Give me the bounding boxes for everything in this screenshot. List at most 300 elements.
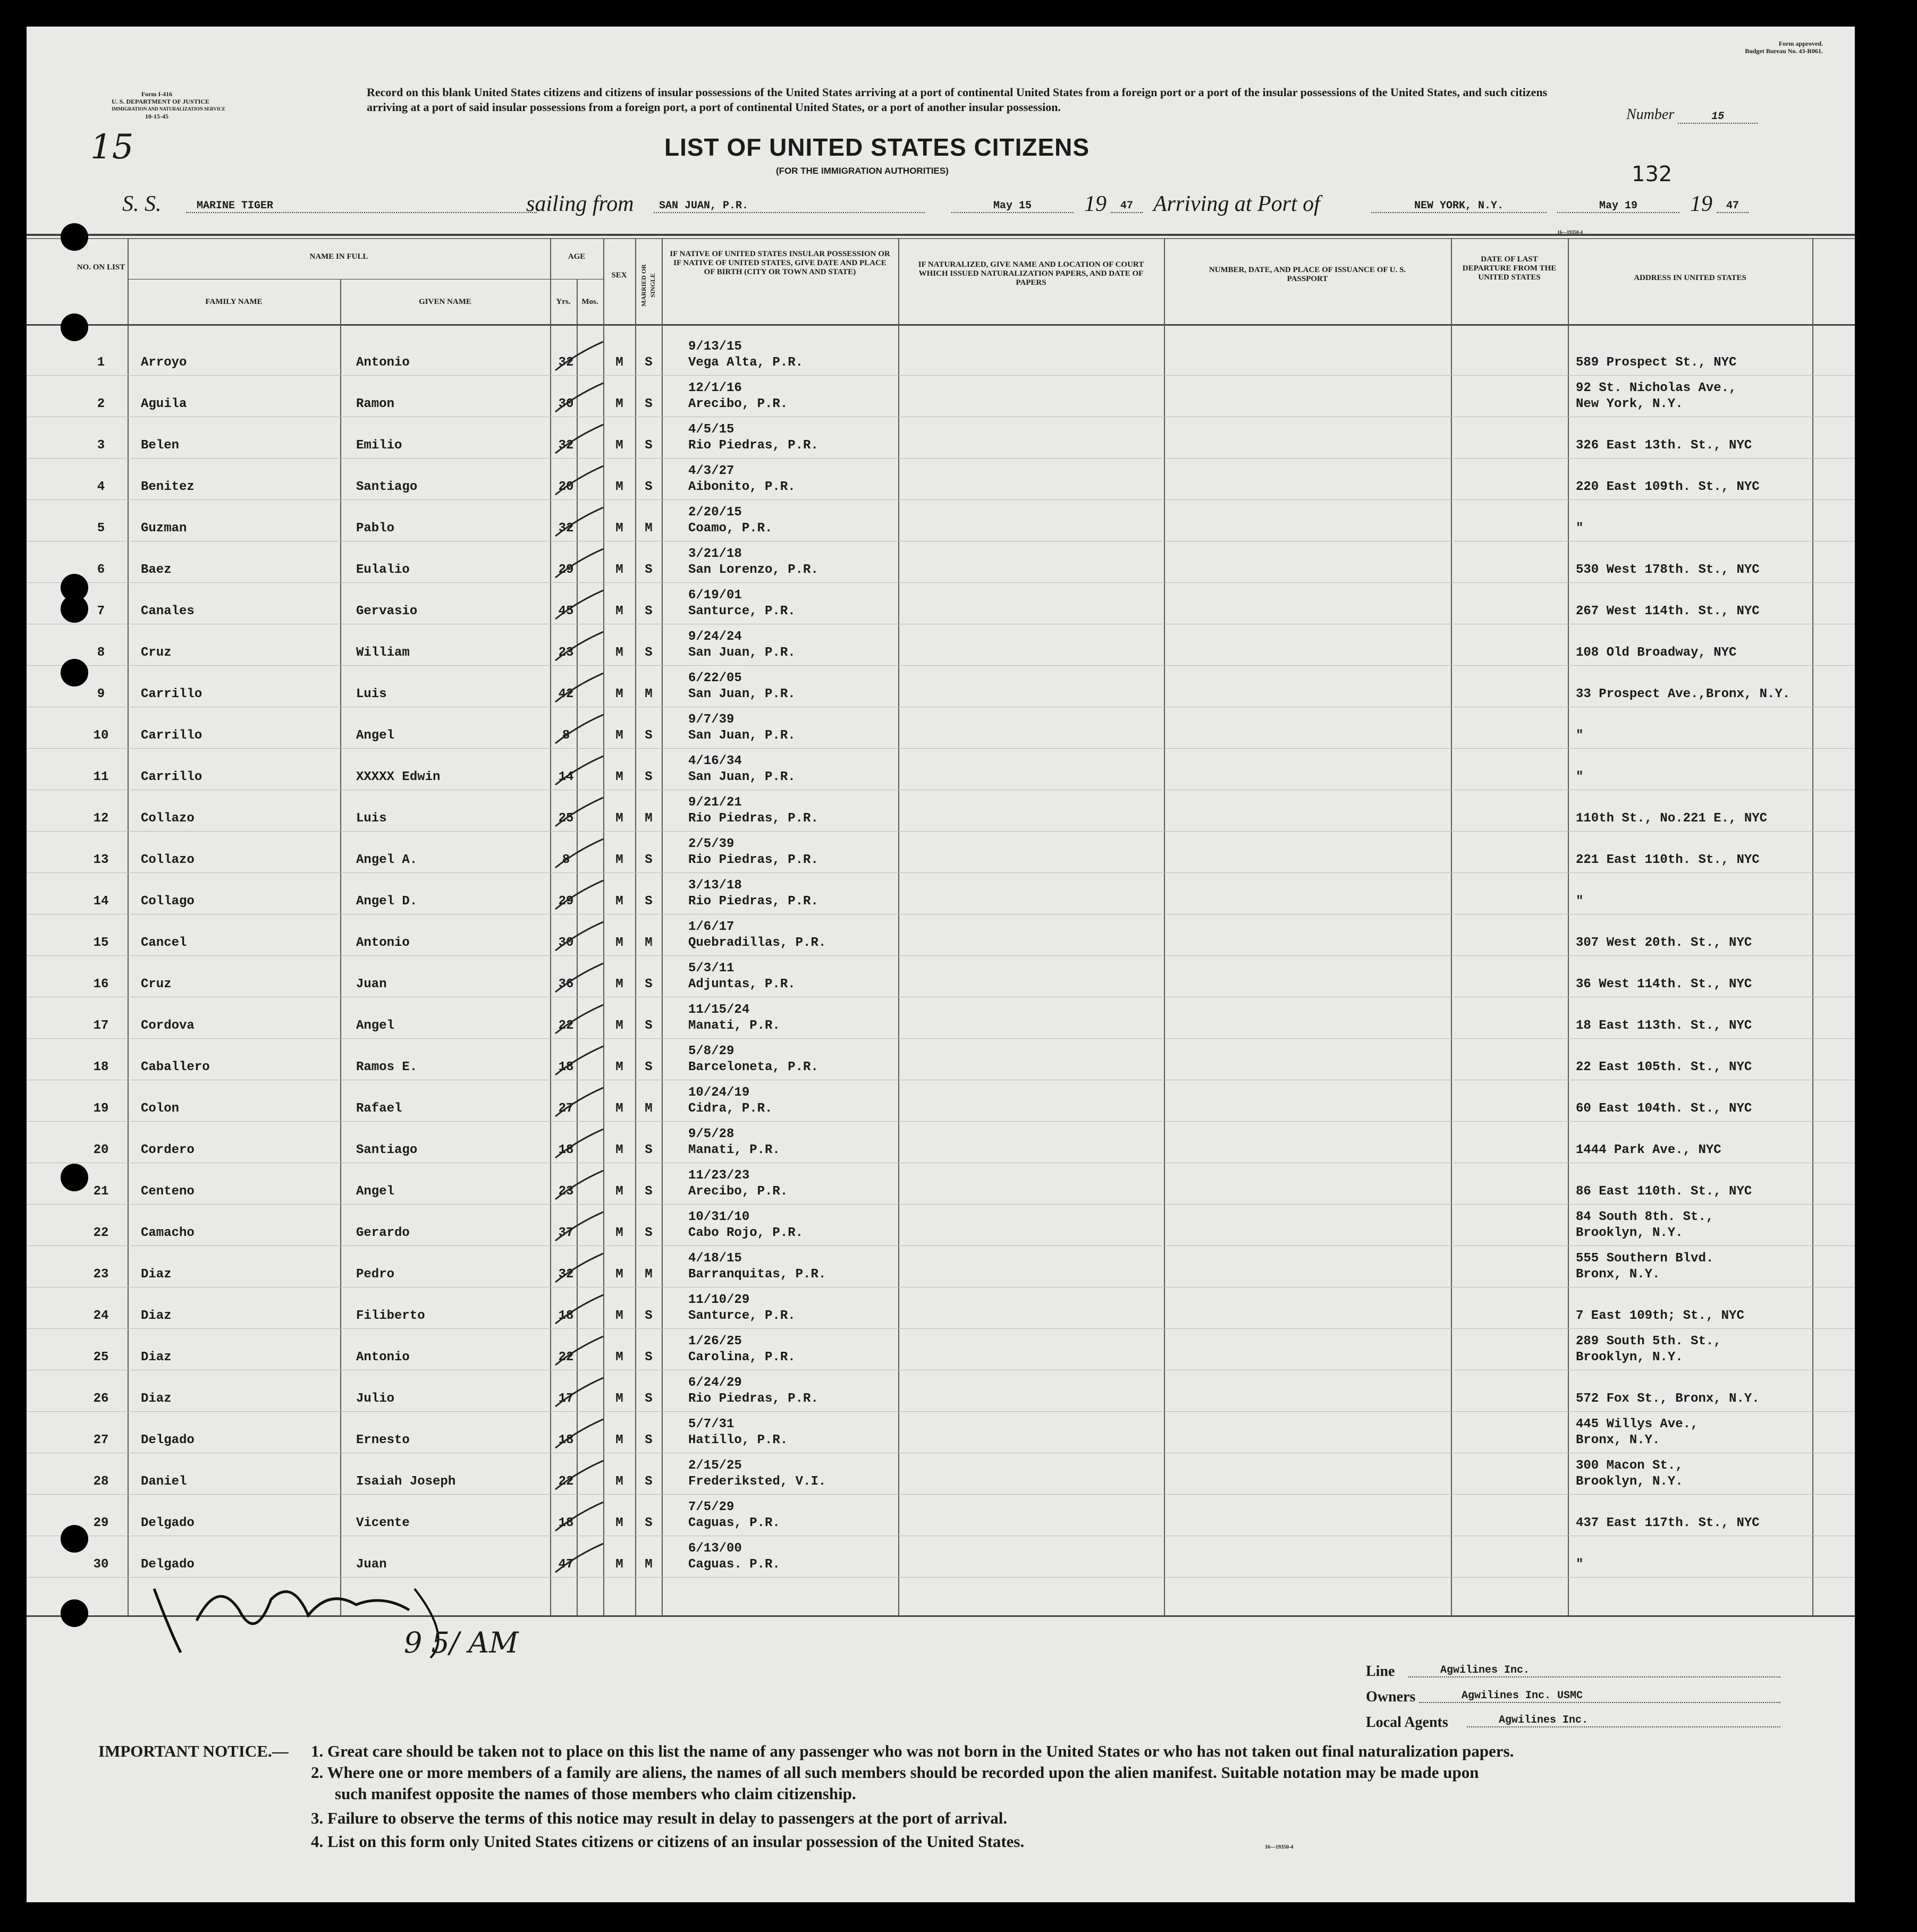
punch-hole xyxy=(61,313,88,341)
birth-date: 5/7/31 xyxy=(688,1417,734,1431)
marital-status: M xyxy=(645,521,653,536)
birth-date: 7/5/29 xyxy=(688,1500,734,1514)
address-line-2: 7 East 109th; St., NYC xyxy=(1576,1309,1744,1323)
age-years: 23 xyxy=(558,1184,574,1199)
birth-place: Quebradillas, P.R. xyxy=(688,936,826,950)
check-mark xyxy=(545,1083,609,1121)
age-years: 22 xyxy=(558,1019,574,1033)
sex: M xyxy=(615,438,623,453)
marital-status: S xyxy=(645,1309,653,1323)
check-mark xyxy=(545,1249,609,1286)
marital-status: S xyxy=(645,1392,653,1406)
birth-date: 11/15/24 xyxy=(688,1003,750,1017)
marital-status: S xyxy=(645,770,653,784)
arrival-year-prefix: 19 xyxy=(1690,192,1712,216)
family-name: Daniel xyxy=(141,1475,187,1489)
table-row xyxy=(27,915,1855,956)
marital-status: S xyxy=(645,977,653,992)
table-row xyxy=(27,749,1855,791)
birth-place: Manati, P.R. xyxy=(688,1019,780,1033)
check-mark xyxy=(545,793,609,831)
hdr-last-departure: DATE OF LAST DEPARTURE FROM THE UNITED STATES xyxy=(1462,255,1557,282)
punch-hole xyxy=(61,223,88,251)
birth-place: San Juan, P.R. xyxy=(688,646,796,660)
family-name: Cruz xyxy=(141,646,172,660)
marital-status: S xyxy=(645,1350,653,1365)
marital-status: S xyxy=(645,646,653,660)
row-rule xyxy=(27,1411,1855,1412)
address-line-2: " xyxy=(1576,521,1584,536)
row-number: 5 xyxy=(97,521,105,536)
family-name: Baez xyxy=(141,563,172,577)
marital-status: S xyxy=(645,1143,653,1157)
row-rule xyxy=(27,1038,1855,1039)
hdr-no-on-list: NO. ON LIST xyxy=(77,263,125,272)
row-number: 17 xyxy=(93,1019,109,1033)
marital-status: S xyxy=(645,853,653,867)
given-name: William xyxy=(356,646,410,660)
marital-status: S xyxy=(645,1184,653,1199)
sex: M xyxy=(615,1309,623,1323)
address-line-2: 1444 Park Ave., NYC xyxy=(1576,1143,1721,1157)
address-line-2: 60 East 104th. St., NYC xyxy=(1576,1101,1752,1116)
hdr-address: ADDRESS IN UNITED STATES xyxy=(1634,274,1746,282)
departure-date: May 15 xyxy=(951,200,1074,213)
row-number: 7 xyxy=(97,604,105,618)
table-row xyxy=(27,418,1855,459)
birth-date: 1/26/25 xyxy=(688,1334,742,1349)
budget-number: Budget Bureau No. 43-R061. xyxy=(1745,47,1823,55)
row-number: 15 xyxy=(93,936,109,950)
birth-place: Vega Alta, P.R. xyxy=(688,355,804,370)
marital-status: S xyxy=(645,480,653,494)
birth-date: 3/13/18 xyxy=(688,878,742,893)
address-line-2: 108 Old Broadway, NYC xyxy=(1576,646,1737,660)
manifest-sheet xyxy=(27,27,1855,1902)
check-mark xyxy=(545,545,609,582)
sex: M xyxy=(615,1101,623,1116)
number-label: Number xyxy=(1626,106,1675,123)
address-line-2: 33 Prospect Ave.,Bronx, N.Y. xyxy=(1576,687,1791,701)
row-number: 1 xyxy=(97,355,105,370)
address-line-2: New York, N.Y. xyxy=(1576,397,1683,411)
birth-date: 11/10/29 xyxy=(688,1293,750,1307)
row-number: 27 xyxy=(93,1433,109,1447)
family-name: Carrillo xyxy=(141,728,202,743)
row-number: 18 xyxy=(93,1060,109,1074)
table-row xyxy=(27,832,1855,874)
row-number: 10 xyxy=(93,728,109,743)
given-name: Angel A. xyxy=(356,853,418,867)
marital-status: M xyxy=(645,1101,653,1116)
birth-place: Adjuntas, P.R. xyxy=(688,977,796,992)
form-id: Form I-416 xyxy=(141,90,173,98)
sex: M xyxy=(615,355,623,370)
birth-date: 1/6/17 xyxy=(688,920,734,934)
check-mark xyxy=(545,1208,609,1245)
line-label: Line xyxy=(1366,1663,1395,1680)
marital-status: M xyxy=(645,687,653,701)
birth-date: 10/24/19 xyxy=(688,1086,750,1100)
age-years: 32 xyxy=(558,1267,574,1282)
age-years: 29 xyxy=(558,563,574,577)
marital-status: S xyxy=(645,438,653,453)
check-mark xyxy=(545,462,609,499)
given-name: Antonio xyxy=(356,936,410,950)
notice-3: 3. Failure to observe the terms of this notice may result in delay to passengers at the port of arrival. xyxy=(311,1809,1008,1827)
sex: M xyxy=(615,1019,623,1033)
table-row xyxy=(27,459,1855,501)
birth-place: San Lorenzo, P.R. xyxy=(688,563,818,577)
notice-label: IMPORTANT NOTICE.— xyxy=(98,1742,289,1760)
birth-date: 4/18/15 xyxy=(688,1251,742,1266)
check-mark xyxy=(545,420,609,457)
agents-label: Local Agents xyxy=(1366,1714,1448,1731)
birth-date: 12/1/16 xyxy=(688,381,742,395)
birth-date: 10/31/10 xyxy=(688,1210,750,1224)
address-line-2: 22 East 105th. St., NYC xyxy=(1576,1060,1752,1074)
marital-status: S xyxy=(645,563,653,577)
hdr-passport: NUMBER, DATE, AND PLACE OF ISSUANCE OF U. S. PASSPORT xyxy=(1209,266,1406,283)
form-edition: 10-15-45 xyxy=(145,113,168,120)
family-name: Canales xyxy=(141,604,195,618)
hdr-age: AGE xyxy=(568,252,586,261)
notice-2b: such manifest opposite the names of those members who claim citizenship. xyxy=(335,1784,856,1803)
birth-date: 6/19/01 xyxy=(688,588,742,603)
table-row xyxy=(27,1164,1855,1205)
age-years: 36 xyxy=(558,977,574,992)
owners-value: Agwilines Inc. USMC xyxy=(1419,1690,1780,1703)
check-mark xyxy=(545,628,609,665)
age-years: 42 xyxy=(558,687,574,701)
given-name: Luis xyxy=(356,811,387,826)
address-line-1: 300 Macon St., xyxy=(1576,1459,1683,1473)
hdr-married-single: MARRIED OR SINGLE xyxy=(640,264,656,307)
given-name: Julio xyxy=(356,1392,395,1406)
punch-hole xyxy=(61,1164,88,1191)
age-years: 29 xyxy=(558,894,574,909)
marital-status: M xyxy=(645,811,653,826)
birth-place: Rio Piedras, P.R. xyxy=(688,811,818,826)
row-rule xyxy=(27,458,1855,459)
birth-place: Rio Piedras, P.R. xyxy=(688,438,818,453)
check-mark xyxy=(545,1332,609,1369)
birth-date: 6/22/05 xyxy=(688,671,742,685)
table-row xyxy=(27,791,1855,832)
table-row xyxy=(27,625,1855,666)
birth-place: Manati, P.R. xyxy=(688,1143,780,1157)
sex: M xyxy=(615,563,623,577)
address-line-2: 86 East 110th. St., NYC xyxy=(1576,1184,1752,1199)
check-mark xyxy=(545,1001,609,1038)
marital-status: S xyxy=(645,397,653,411)
page-title: LIST OF UNITED STATES CITIZENS xyxy=(664,133,1090,161)
sex: M xyxy=(615,1267,623,1282)
row-number: 9 xyxy=(97,687,105,701)
row-number: 11 xyxy=(93,770,109,784)
family-name: Centeno xyxy=(141,1184,195,1199)
age-years: 23 xyxy=(558,646,574,660)
age-years: 22 xyxy=(558,1350,574,1365)
birth-date: 4/16/34 xyxy=(688,754,742,768)
row-number: 6 xyxy=(97,563,105,577)
printer-code: 16—19350-4 xyxy=(1557,230,1583,235)
row-number: 3 xyxy=(97,438,105,453)
given-name: Luis xyxy=(356,687,387,701)
row-number: 2 xyxy=(97,397,105,411)
sex: M xyxy=(615,936,623,950)
address-line-2: 220 East 109th. St., NYC xyxy=(1576,480,1760,494)
sex: M xyxy=(615,397,623,411)
table-row xyxy=(27,1412,1855,1454)
row-number: 21 xyxy=(93,1184,109,1199)
age-years: 8 xyxy=(562,728,570,743)
handwritten-number: 15 xyxy=(90,128,134,167)
number-value: 15 xyxy=(1678,111,1758,124)
row-number: 12 xyxy=(93,811,109,826)
hdr-name-in-full: NAME IN FULL xyxy=(309,252,368,261)
marital-status: S xyxy=(645,1516,653,1530)
sex: M xyxy=(615,1226,623,1240)
birth-date: 5/8/29 xyxy=(688,1044,734,1058)
birth-place: Rio Piedras, P.R. xyxy=(688,853,818,867)
birth-place: Rio Piedras, P.R. xyxy=(688,1392,818,1406)
birth-date: 2/15/25 xyxy=(688,1459,742,1473)
given-name: Rafael xyxy=(356,1101,402,1116)
age-years: 22 xyxy=(558,1475,574,1489)
table-row xyxy=(27,1454,1855,1495)
family-name: Delgado xyxy=(141,1516,195,1530)
birth-date: 4/3/27 xyxy=(688,464,734,478)
family-name: Camacho xyxy=(141,1226,195,1240)
check-mark xyxy=(545,1498,609,1535)
birth-place: Santurce, P.R. xyxy=(688,604,796,618)
row-number: 22 xyxy=(93,1226,109,1240)
birth-place: Arecibo, P.R. xyxy=(688,1184,788,1199)
sex: M xyxy=(615,811,623,826)
departure-port: SAN JUAN, P.R. xyxy=(654,200,925,213)
given-name: Ramos E. xyxy=(356,1060,418,1074)
age-years: 17 xyxy=(558,1392,574,1406)
row-rule xyxy=(27,955,1855,956)
table-row xyxy=(27,1122,1855,1164)
check-mark xyxy=(545,835,609,872)
address-line-2: Bronx, N.Y. xyxy=(1576,1433,1660,1447)
sex: M xyxy=(615,521,623,536)
address-line-2: 267 West 114th. St., NYC xyxy=(1576,604,1760,618)
age-years: 8 xyxy=(562,853,570,867)
table-row xyxy=(27,1495,1855,1537)
age-years: 32 xyxy=(558,438,574,453)
given-name: Emilio xyxy=(356,438,402,453)
birth-place: Barceloneta, P.R. xyxy=(688,1060,818,1074)
given-name: Angel xyxy=(356,728,395,743)
hdr-family-name: FAMILY NAME xyxy=(205,298,263,306)
address-line-2: " xyxy=(1576,1557,1584,1572)
birth-date: 6/24/29 xyxy=(688,1376,742,1390)
owners-label: Owners xyxy=(1366,1689,1416,1705)
given-name: Santiago xyxy=(356,480,418,494)
sex: M xyxy=(615,1475,623,1489)
birth-place: Hatillo, P.R. xyxy=(688,1433,788,1447)
sex: M xyxy=(615,1433,623,1447)
row-rule xyxy=(27,1121,1855,1122)
given-name: Juan xyxy=(356,1557,387,1572)
address-line-2: " xyxy=(1576,770,1584,784)
table-row xyxy=(27,583,1855,625)
family-name: Collazo xyxy=(141,853,195,867)
birth-date: 9/7/39 xyxy=(688,713,734,727)
approval-block xyxy=(1669,40,1823,55)
row-number: 30 xyxy=(93,1557,109,1572)
address-line-2: 530 West 178th. St., NYC xyxy=(1576,563,1760,577)
address-line-2: Bronx, N.Y. xyxy=(1576,1267,1660,1282)
birth-date: 9/24/24 xyxy=(688,630,742,644)
footer-print-code: 16—19350-4 xyxy=(1265,1844,1294,1850)
sex: M xyxy=(615,687,623,701)
family-name: Cruz xyxy=(141,977,172,992)
signature-time: 9 5/ AM xyxy=(404,1626,519,1659)
given-name: Gervasio xyxy=(356,604,418,618)
hdr-naturalized: IF NATURALIZED, GIVE NAME AND LOCATION OF COURT WHICH ISSUED NATURALIZATION PAPERS, AND DATE OF PAPERS xyxy=(918,260,1144,287)
age-years: 30 xyxy=(558,397,574,411)
birth-date: 9/13/15 xyxy=(688,340,742,354)
address-line-2: 589 Prospect St., NYC xyxy=(1576,355,1737,370)
sex: M xyxy=(615,1392,623,1406)
given-name: Eulalio xyxy=(356,563,410,577)
birth-place: San Juan, P.R. xyxy=(688,687,796,701)
birth-place: Cidra, P.R. xyxy=(688,1101,773,1116)
given-name: Angel D. xyxy=(356,894,418,909)
table-top-rule xyxy=(27,234,1855,236)
address-line-2: " xyxy=(1576,728,1584,743)
age-years: 47 xyxy=(558,1557,574,1572)
age-years: 18 xyxy=(558,1309,574,1323)
punch-hole xyxy=(61,659,88,687)
row-number: 16 xyxy=(93,977,109,992)
check-mark xyxy=(545,1415,609,1452)
age-years: 18 xyxy=(558,1143,574,1157)
sex: M xyxy=(615,1516,623,1530)
age-years: 20 xyxy=(558,480,574,494)
punch-hole xyxy=(61,1525,88,1553)
family-name: Colon xyxy=(141,1101,180,1116)
sex: M xyxy=(615,1557,623,1572)
check-mark xyxy=(545,1166,609,1204)
notice-4: 4. List on this form only United States citizens or citizens of an insular possession of the United States. xyxy=(311,1832,1025,1851)
row-number: 24 xyxy=(93,1309,109,1323)
sex: M xyxy=(615,894,623,909)
check-mark xyxy=(545,1456,609,1494)
row-rule xyxy=(27,831,1855,832)
family-name: Collazo xyxy=(141,811,195,826)
table-row xyxy=(27,501,1855,542)
family-name: Diaz xyxy=(141,1267,172,1282)
age-years: 18 xyxy=(558,1516,574,1530)
given-name: Ernesto xyxy=(356,1433,410,1447)
birth-place: Caguas. P.R. xyxy=(688,1557,780,1572)
row-rule xyxy=(27,582,1855,583)
address-line-1: 289 South 5th. St., xyxy=(1576,1334,1721,1349)
address-line-2: 307 West 20th. St., NYC xyxy=(1576,936,1752,950)
table-row xyxy=(27,998,1855,1039)
row-number: 23 xyxy=(93,1267,109,1282)
row-rule xyxy=(27,1328,1855,1329)
sex: M xyxy=(615,480,623,494)
family-name: Delgado xyxy=(141,1433,195,1447)
family-name: Carrillo xyxy=(141,687,202,701)
sex: M xyxy=(615,1060,623,1074)
address-line-2: 36 West 114th. St., NYC xyxy=(1576,977,1752,992)
given-name: Vicente xyxy=(356,1516,410,1530)
birth-place: Cabo Rojo, P.R. xyxy=(688,1226,804,1240)
page-number: 132 xyxy=(1632,162,1673,187)
check-mark xyxy=(545,959,609,996)
table-row xyxy=(27,956,1855,998)
marital-status: S xyxy=(645,728,653,743)
sex: M xyxy=(615,1143,623,1157)
sex: M xyxy=(615,1350,623,1365)
table-row xyxy=(27,1247,1855,1288)
birth-place: Santurce, P.R. xyxy=(688,1309,796,1323)
sex: M xyxy=(615,604,623,618)
row-rule xyxy=(27,1494,1855,1495)
arrival-port: NEW YORK, N.Y. xyxy=(1371,200,1547,213)
family-name: Diaz xyxy=(141,1392,172,1406)
address-line-2: 221 East 110th. St., NYC xyxy=(1576,853,1760,867)
age-years: 27 xyxy=(558,1101,574,1116)
marital-status: M xyxy=(645,1267,653,1282)
marital-status: S xyxy=(645,1060,653,1074)
form-service: IMMIGRATION AND NATURALIZATION SERVICE xyxy=(112,106,225,112)
family-name: Cordova xyxy=(141,1019,195,1033)
birth-date: 2/5/39 xyxy=(688,837,734,851)
family-name: Arroyo xyxy=(141,355,187,370)
check-mark xyxy=(545,669,609,706)
address-line-2: Brooklyn, N.Y. xyxy=(1576,1350,1683,1365)
check-mark xyxy=(545,1539,609,1577)
table-row xyxy=(27,1288,1855,1329)
agents-value: Agwilines Inc. xyxy=(1467,1714,1780,1727)
birth-place: Coamo, P.R. xyxy=(688,521,773,536)
row-number: 8 xyxy=(97,646,105,660)
given-name: Gerardo xyxy=(356,1226,410,1240)
sex: M xyxy=(615,977,623,992)
address-line-1: 92 St. Nicholas Ave., xyxy=(1576,381,1737,395)
year-prefix: 19 xyxy=(1084,192,1107,216)
row-rule xyxy=(27,1245,1855,1246)
family-name: Collago xyxy=(141,894,195,909)
birth-date: 9/21/21 xyxy=(688,795,742,810)
given-name: Juan xyxy=(356,977,387,992)
marital-status: S xyxy=(645,355,653,370)
address-line-2: Brooklyn, N.Y. xyxy=(1576,1226,1683,1240)
row-rule xyxy=(27,499,1855,500)
family-name: Diaz xyxy=(141,1309,172,1323)
birth-date: 5/3/11 xyxy=(688,961,734,976)
arriving-label: Arriving at Port of xyxy=(1153,192,1320,216)
hdr-yrs: Yrs. xyxy=(556,298,571,306)
row-rule xyxy=(27,665,1855,666)
row-number: 28 xyxy=(93,1475,109,1489)
ship-name: MARINE TIGER xyxy=(186,200,537,213)
table-row xyxy=(27,1371,1855,1412)
marital-status: M xyxy=(645,936,653,950)
row-rule xyxy=(27,872,1855,873)
birth-place: Caguas, P.R. xyxy=(688,1516,780,1530)
check-mark xyxy=(545,503,609,540)
birth-place: San Juan, P.R. xyxy=(688,770,796,784)
